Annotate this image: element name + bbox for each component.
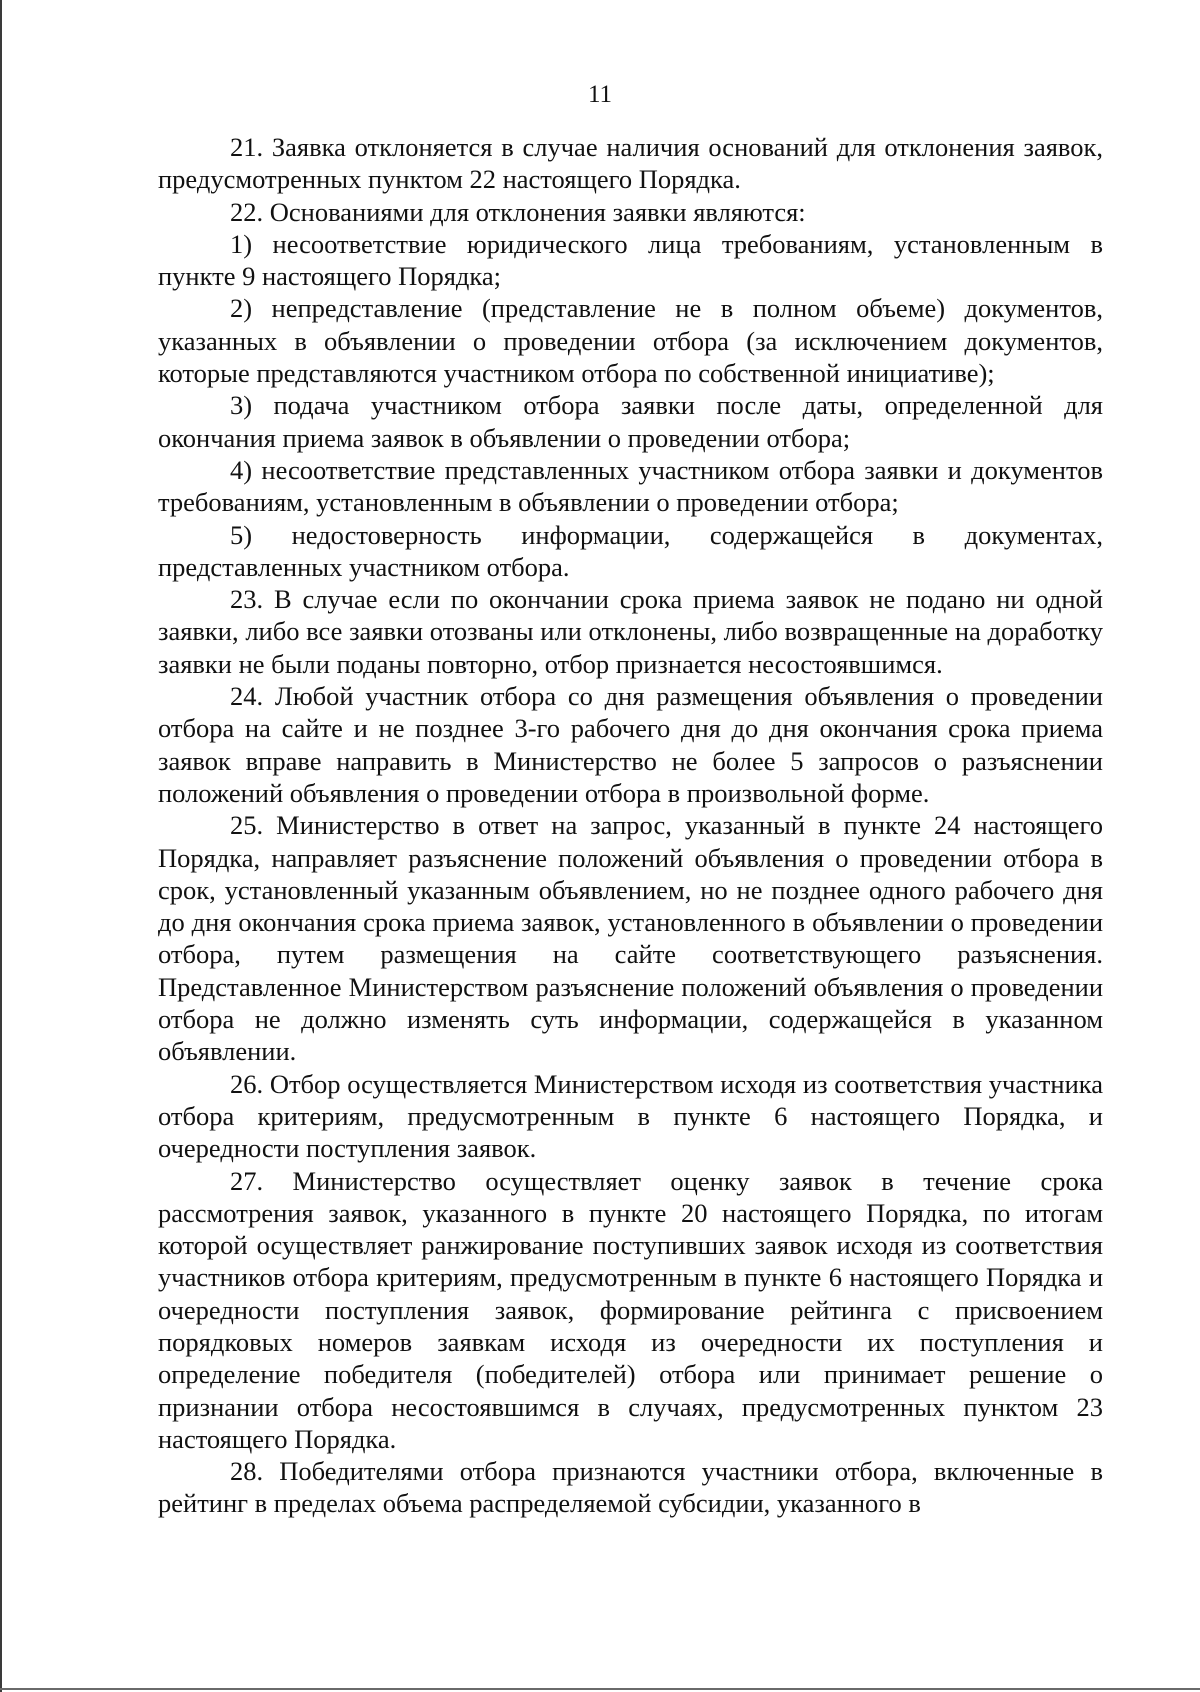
paragraph-22-item-2: 2) непредставление (представление не в полном объеме) документов, указанных в объявлении о проведении отбора (за исключением документов, которые представляются участником отбора по собственной инициативе); (158, 293, 1103, 389)
paragraph-26: 26. Отбор осуществляется Министерством исходя из соответствия участника отбора критериям, предусмотренным в пункте 6 настоящего Порядка, и очередности поступления заявок. (158, 1068, 1103, 1164)
paragraph-22-item-3: 3) подача участником отбора заявки после даты, определенной для окончания приема заявок в объявлении о проведении отбора; (158, 390, 1103, 453)
document-body (158, 131, 1103, 1520)
paragraph-22-item-5: 5) недостоверность информации, содержащейся в документах, представленных участником отбора. (158, 519, 1103, 582)
paragraph-23: 23. В случае если по окончании срока приема заявок не подано ни одной заявки, либо все заявки отозваны или отклонены, либо возвращенные на доработку заявки не были поданы повторно, отбор признается несостоявшимся. (158, 584, 1103, 679)
paragraph-28: 28. Победителями отбора признаются участники отбора, включенные в рейтинг в пределах объема распределяемой субсидии, указанного в (158, 1456, 1103, 1519)
page-number: 11 (587, 81, 613, 108)
paragraph-22-item-4: 4) несоответствие представленных участником отбора заявки и документов требованиям, установленным в объявлении о проведении отбора; (158, 454, 1103, 518)
scan-edge-bottom (0, 1688, 1200, 1690)
paragraph-24: 24. Любой участник отбора со дня размещения объявления о проведении отбора на сайте и не позднее 3-го рабочего дня до дня окончания срока приема заявок вправе направить в Министерство не более 5 запросов о разъяснении положений объявления о проведении отбора в произвольной форме. (158, 681, 1103, 808)
paragraph-22: 22. Основаниями для отклонения заявки являются: (230, 196, 806, 227)
paragraph-25: 25. Министерство в ответ на запрос, указанный в пункте 24 настоящего Порядка, направляет разъяснение положений объявления о проведении отбора в срок, установленный указанным объявлением, но не позднее одного рабочего дня до дня окончания срока приема заявок, установленного в объявлении о проведении отбора, путем размещения на сайте соответствующего разъяснения. Представленное Министерством разъяснение положений объявления о проведении отбора не должно изменять суть информации, содержащейся в указанном объявлении. (158, 810, 1103, 1067)
paragraph-21: 21. Заявка отклоняется в случае наличия оснований для отклонения заявок, предусмотренных пунктом 22 настоящего Порядка. (158, 132, 1103, 195)
paragraph-27: 27. Министерство осуществляет оценку заявок в течение срока рассмотрения заявок, указанного в пункте 20 настоящего Порядка, по итогам которой осуществляет ранжирование поступивших заявок исходя из соответствия участников отбора критериям, предусмотренным в пункте 6 настоящего Порядка и очередности поступления заявок, формирование рейтинга с присвоением порядковых номеров заявкам исходя из очередности их поступления и определение победителя (победителей) отбора или принимает решение о признании отбора несостоявшимся в случаях, предусмотренных пунктом 23 настоящего Порядка. (158, 1165, 1103, 1454)
scan-edge-left (0, 0, 2, 1692)
paragraph-22-item-1: 1) несоответствие юридического лица требованиям, установленным в пункте 9 настоящего Порядка; (158, 228, 1103, 292)
